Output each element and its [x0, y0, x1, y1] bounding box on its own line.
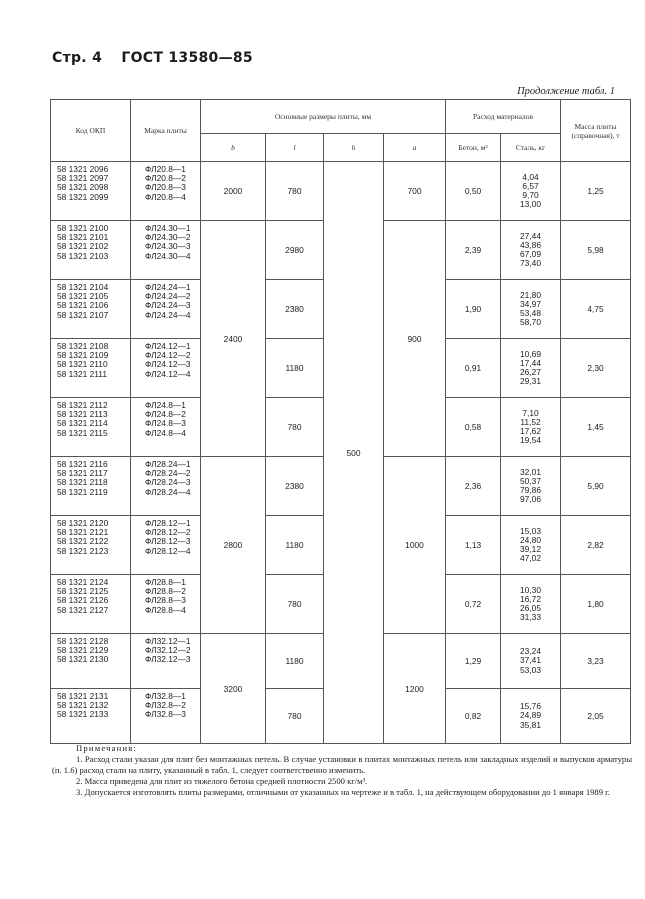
slab-marks: ФЛ32.8—1 ФЛ32.8—2 ФЛ32.8—3	[131, 689, 201, 744]
concrete-volume: 1,90	[446, 280, 501, 339]
steel-mass: 7,10 11,52 17,62 19,54	[501, 398, 561, 457]
dim-a: 900	[384, 221, 446, 457]
dim-a: 1000	[384, 457, 446, 634]
dim-b: 2000	[201, 162, 266, 221]
steel-mass: 15,76 24,89 35,81	[501, 689, 561, 744]
dim-b: 2800	[201, 457, 266, 634]
steel-mass: 10,69 17,44 26,27 29,31	[501, 339, 561, 398]
header-materials: Расход материалов	[446, 100, 561, 134]
concrete-volume: 0,91	[446, 339, 501, 398]
slab-marks: ФЛ20.8—1 ФЛ20.8—2 ФЛ20.8—3 ФЛ20.8—4	[131, 162, 201, 221]
slab-mass: 2,82	[561, 516, 631, 575]
slab-marks: ФЛ24.12—1 ФЛ24.12—2 ФЛ24.12—3 ФЛ24.12—4	[131, 339, 201, 398]
okp-codes: 58 1321 2112 58 1321 2113 58 1321 2114 58 1321 2115	[51, 398, 131, 457]
steel-mass: 27,44 43,86 67,09 73,40	[501, 221, 561, 280]
okp-codes: 58 1321 2096 58 1321 2097 58 1321 2098 58 1321 2099	[51, 162, 131, 221]
okp-codes: 58 1321 2131 58 1321 2132 58 1321 2133	[51, 689, 131, 744]
slab-marks: ФЛ24.30—1 ФЛ24.30—2 ФЛ24.30—3 ФЛ24.30—4	[131, 221, 201, 280]
note-item: 1. Расход стали указан для плит без монтажных петель. В случае установки в плитах монтажных петель или закладных изделий и выпусков арматуры (п. 1.6) расход стали на плиту, указанный в табл. 1, следует соответственно изменить.	[52, 754, 632, 775]
dim-l: 1180	[266, 339, 324, 398]
dim-l: 1180	[266, 634, 324, 689]
dim-l: 780	[266, 162, 324, 221]
note-item: 2. Масса приведена для плит из тяжелого бетона средней плотности 2500 кг/м³.	[76, 776, 368, 786]
slab-mass: 1,45	[561, 398, 631, 457]
concrete-volume: 1,13	[446, 516, 501, 575]
concrete-volume: 1,29	[446, 634, 501, 689]
header-h: h	[324, 134, 384, 162]
note-item: 3. Допускается изготовлять плиты размерами, отличными от указанных на чертеже и в табл. 1, на действующем оборудовании до 1 января 1989 г.	[76, 787, 610, 797]
page-header	[52, 50, 253, 66]
okp-codes: 58 1321 2128 58 1321 2129 58 1321 2130	[51, 634, 131, 689]
dim-h: 500	[324, 162, 384, 744]
okp-codes: 58 1321 2116 58 1321 2117 58 1321 2118 58 1321 2119	[51, 457, 131, 516]
slab-marks: ФЛ28.12—1 ФЛ28.12—2 ФЛ28.12—3 ФЛ28.12—4	[131, 516, 201, 575]
steel-mass: 21,80 34,97 53,48 58,70	[501, 280, 561, 339]
notes-title: Примечания:	[76, 743, 138, 753]
okp-codes: 58 1321 2100 58 1321 2101 58 1321 2102 58 1321 2103	[51, 221, 131, 280]
slab-mass: 2,05	[561, 689, 631, 744]
header-mark: Марка плиты	[131, 100, 201, 162]
dim-b: 3200	[201, 634, 266, 744]
header-code: Код ОКП	[51, 100, 131, 162]
dim-l: 2380	[266, 457, 324, 516]
header-dimensions: Основные размеры плиты, мм	[201, 100, 446, 134]
table-continuation-label: Продолжение табл. 1	[517, 86, 615, 97]
slab-marks: ФЛ24.8—1 ФЛ24.8—2 ФЛ24.8—3 ФЛ24.8—4	[131, 398, 201, 457]
header-steel: Сталь, кг	[501, 134, 561, 162]
okp-codes: 58 1321 2120 58 1321 2121 58 1321 2122 58 1321 2123	[51, 516, 131, 575]
header-concrete: Бетон, м³	[446, 134, 501, 162]
concrete-volume: 0,82	[446, 689, 501, 744]
slab-mass: 3,23	[561, 634, 631, 689]
dim-l: 2980	[266, 221, 324, 280]
dim-l: 1180	[266, 516, 324, 575]
concrete-volume: 2,39	[446, 221, 501, 280]
okp-codes: 58 1321 2108 58 1321 2109 58 1321 2110 58 1321 2111	[51, 339, 131, 398]
header-mass: Масса плиты (справочная), т	[561, 100, 631, 162]
dim-a: 1200	[384, 634, 446, 744]
slab-mass: 1,25	[561, 162, 631, 221]
slab-table	[50, 99, 631, 744]
slab-marks: ФЛ28.24—1 ФЛ28.24—2 ФЛ28.24—3 ФЛ28.24—4	[131, 457, 201, 516]
steel-mass: 32,01 50,37 79,86 97,06	[501, 457, 561, 516]
standard-number: ГОСТ 13580—85	[121, 50, 253, 66]
header-a: a	[384, 134, 446, 162]
dim-b: 2400	[201, 221, 266, 457]
concrete-volume: 2,36	[446, 457, 501, 516]
header-b: b	[201, 134, 266, 162]
concrete-volume: 0,50	[446, 162, 501, 221]
steel-mass: 4,04 6,57 9,70 13,00	[501, 162, 561, 221]
slab-mass: 5,98	[561, 221, 631, 280]
dim-l: 780	[266, 575, 324, 634]
okp-codes: 58 1321 2124 58 1321 2125 58 1321 2126 58 1321 2127	[51, 575, 131, 634]
table-row	[51, 162, 631, 221]
slab-marks: ФЛ32.12—1 ФЛ32.12—2 ФЛ32.12—3	[131, 634, 201, 689]
slab-mass: 5,90	[561, 457, 631, 516]
concrete-volume: 0,72	[446, 575, 501, 634]
dim-l: 780	[266, 398, 324, 457]
slab-mass: 1,80	[561, 575, 631, 634]
slab-marks: ФЛ28.8—1 ФЛ28.8—2 ФЛ28.8—3 ФЛ28.8—4	[131, 575, 201, 634]
slab-mass: 4,75	[561, 280, 631, 339]
steel-mass: 10,30 16,72 26,05 31,33	[501, 575, 561, 634]
dim-a: 700	[384, 162, 446, 221]
slab-mass: 2,30	[561, 339, 631, 398]
dim-l: 780	[266, 689, 324, 744]
steel-mass: 23,24 37,41 53,03	[501, 634, 561, 689]
okp-codes: 58 1321 2104 58 1321 2105 58 1321 2106 58 1321 2107	[51, 280, 131, 339]
concrete-volume: 0,58	[446, 398, 501, 457]
page-number: Стр. 4	[52, 50, 103, 66]
notes-section	[52, 743, 632, 798]
header-l: l	[266, 134, 324, 162]
steel-mass: 15,03 24,80 39,12 47,02	[501, 516, 561, 575]
dim-l: 2380	[266, 280, 324, 339]
slab-marks: ФЛ24.24—1 ФЛ24.24—2 ФЛ24.24—3 ФЛ24.24—4	[131, 280, 201, 339]
